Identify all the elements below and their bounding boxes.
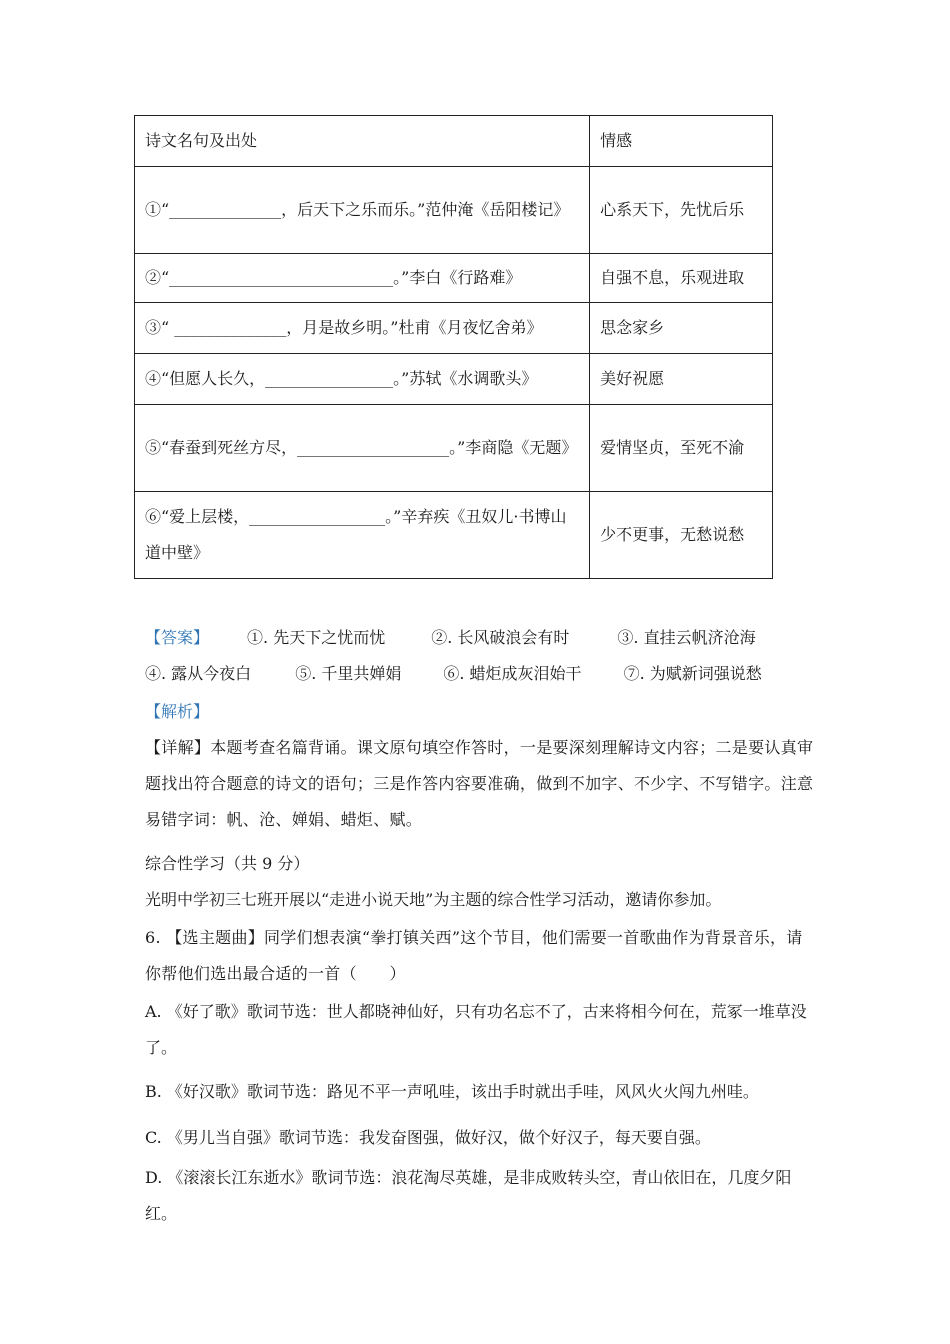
table-row (135, 405, 773, 492)
poem-cell: ②“____________________________。”李白《行路难》 (135, 254, 590, 303)
answer-item: ②. 长风破浪会有时 (431, 628, 570, 647)
table-row (135, 167, 773, 254)
answer-item: ①. 先天下之忧而忧 (247, 628, 386, 647)
header-emotion: 情感 (590, 116, 773, 167)
emotion-cell: 思念家乡 (590, 303, 773, 354)
question-6: 6. 【选主题曲】同学们想表演“拳打镇关西”这个节目，他们需要一首歌曲作为背景音乐，请你帮他们选出最合适的一首（ ） (145, 928, 803, 983)
table-row (135, 254, 773, 303)
emotion-cell: 自强不息，乐观进取 (590, 254, 773, 303)
poem-cell: ⑤“春蚕到死丝方尽，___________________。”李商隐《无题》 (135, 405, 590, 492)
option-c: C. 《男儿当自强》歌词节选：我发奋图强，做好汉，做个好汉子，每天要自强。 (145, 1128, 711, 1147)
answer-item: ③. 直挂云帆济沧海 (617, 628, 756, 647)
detail-paragraph: 【详解】本题考查名篇背诵。课文原句填空作答时，一是要深刻理解诗文内容；二是要认真审题找出符合题意的诗文的语句；三是作答内容要准确，做到不加字、不少字、不写错字。注意易错字词：帆、沧、婵娟、蜡炬、赋。 (145, 738, 814, 829)
answer-line-2 (145, 656, 762, 692)
table-row (135, 492, 773, 579)
poem-cell: ④“但愿人长久，________________。”苏轼《水调歌头》 (135, 354, 590, 405)
poem-cell: ①“______________，后天下之乐而乐。”范仲淹《岳阳楼记》 (135, 167, 590, 254)
option-d: D. 《滚滚长江东逝水》歌词节选：浪花淘尽英雄，是非成败转头空，青山依旧在，几度夕阳红。 (145, 1168, 792, 1223)
answer-item: ⑤. 千里共婵娟 (295, 664, 402, 683)
option-a: A. 《好了歌》歌词节选：世人都晓神仙好，只有功名忘不了，古来将相今何在，荒冢一堆草没了。 (145, 1002, 807, 1057)
intro-paragraph: 光明中学初三七班开展以“走进小说天地”为主题的综合性学习活动，邀请你参加。 (145, 890, 722, 909)
emotion-cell: 爱情坚贞，至死不渝 (590, 405, 773, 492)
analysis-label: 【解析】 (145, 702, 210, 721)
poem-cell: ③“ ______________，月是故乡明。”杜甫《月夜忆舍弟》 (135, 303, 590, 354)
emotion-cell: 少不更事，无愁说愁 (590, 492, 773, 579)
section-title: 综合性学习（共 9 分） (145, 854, 310, 873)
poem-cell: ⑥“爱上层楼，_________________。”辛弃疾《丑奴儿·书博山道中壁》 (135, 492, 590, 579)
poem-table (134, 115, 773, 579)
answer-line-1 (145, 620, 756, 656)
emotion-cell: 心系天下，先忧后乐 (590, 167, 773, 254)
option-b: B. 《好汉歌》歌词节选：路见不平一声吼哇，该出手时就出手哇，风风火火闯九州哇。 (145, 1082, 759, 1101)
header-poem: 诗文名句及出处 (135, 116, 590, 167)
answer-item: ④. 露从今夜白 (145, 664, 252, 683)
table-row (135, 354, 773, 405)
answer-label: 【答案】 (145, 628, 210, 647)
table-header-row (135, 116, 773, 167)
answer-item: ⑦. 为赋新词强说愁 (623, 664, 762, 683)
answer-item: ⑥. 蜡炬成灰泪始干 (443, 664, 582, 683)
table-row (135, 303, 773, 354)
emotion-cell: 美好祝愿 (590, 354, 773, 405)
